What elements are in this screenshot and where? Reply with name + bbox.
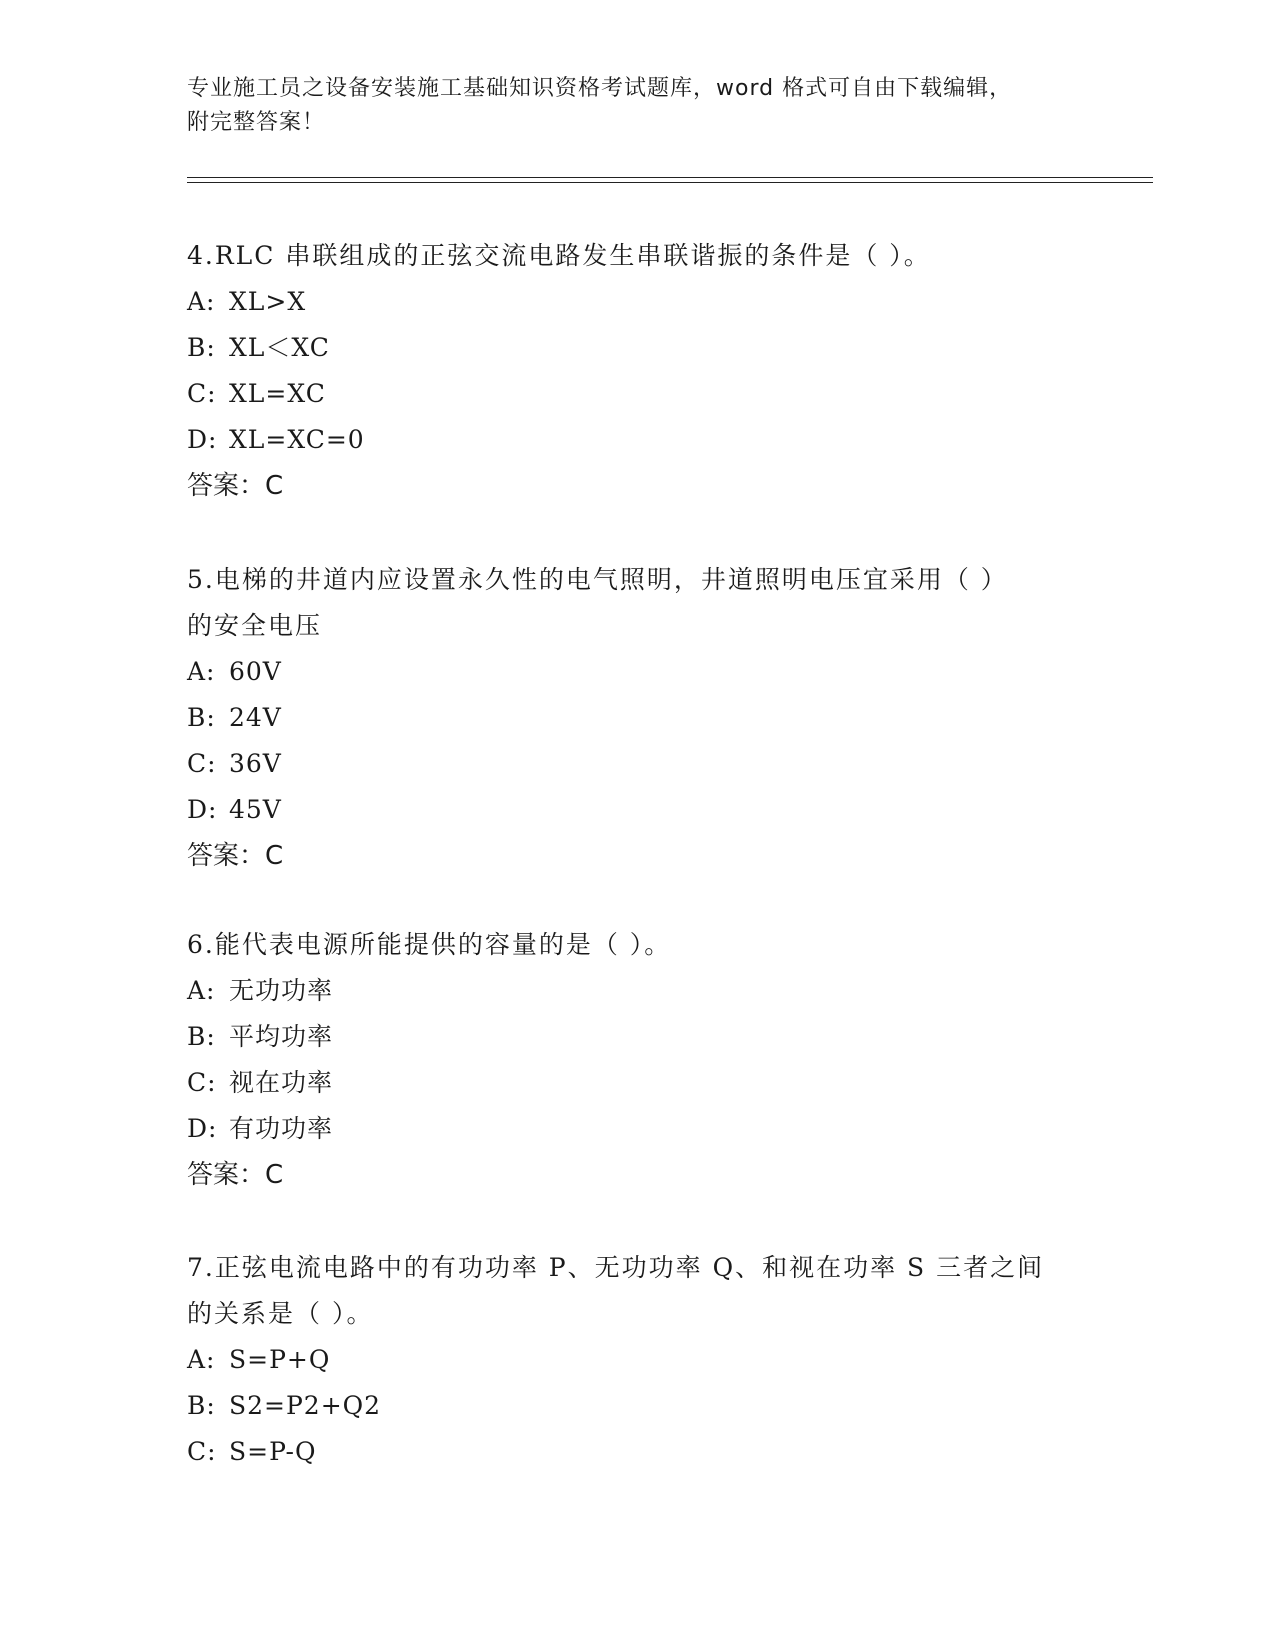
option-d xyxy=(187,787,1087,833)
option-text: XL=XC=0 xyxy=(229,425,365,454)
option-label: C: xyxy=(187,1068,217,1097)
header-divider-bottom xyxy=(187,182,1153,183)
question-stem: 6.能代表电源所能提供的容量的是（ ）。 xyxy=(187,930,672,959)
question-stem: 5.电梯的井道内应设置永久性的电气照明，井道照明电压宜采用（ ） xyxy=(187,565,1008,594)
option-a xyxy=(187,968,1087,1014)
option-label: A: xyxy=(187,976,216,1005)
option-text: 60V xyxy=(229,657,282,686)
option-text: 平均功率 xyxy=(229,1022,334,1051)
option-c xyxy=(187,1429,1087,1475)
header-line-2: 附完整答案！ xyxy=(187,110,326,135)
document-header xyxy=(187,72,1087,140)
option-text: 36V xyxy=(229,749,282,778)
question-stem-continued: 的安全电压 xyxy=(187,611,323,640)
option-text: XL>X xyxy=(229,287,307,316)
option-text: XL＜XC xyxy=(229,333,330,362)
option-text: 有功功率 xyxy=(229,1114,334,1143)
question-stem: 7.正弦电流电路中的有功功率 P、无功功率 Q、和视在功率 S 三者之间 xyxy=(187,1253,1045,1282)
answer: 答案：C xyxy=(187,1160,284,1190)
option-text: 无功功率 xyxy=(229,976,334,1005)
option-label: B: xyxy=(187,1391,216,1420)
question-stem-continued: 的关系是（ ）。 xyxy=(187,1299,374,1328)
option-label: D: xyxy=(187,1114,218,1143)
option-text: S=P+Q xyxy=(229,1345,331,1374)
option-b xyxy=(187,695,1087,741)
answer: 答案：C xyxy=(187,841,284,871)
option-a xyxy=(187,1337,1087,1383)
option-text: 45V xyxy=(229,795,282,824)
question-7 xyxy=(187,1245,1087,1475)
option-label: C: xyxy=(187,749,217,778)
option-label: B: xyxy=(187,333,216,362)
question-5 xyxy=(187,557,1087,879)
option-a xyxy=(187,279,1087,325)
header-line-1: 专业施工员之设备安装施工基础知识资格考试题库，word 格式可自由下载编辑， xyxy=(187,76,1013,101)
option-text: S=P-Q xyxy=(229,1437,317,1466)
option-label: A: xyxy=(187,657,216,686)
option-a xyxy=(187,649,1087,695)
option-d xyxy=(187,417,1087,463)
option-b xyxy=(187,1383,1087,1429)
option-text: XL=XC xyxy=(229,379,326,408)
option-c xyxy=(187,741,1087,787)
option-label: A: xyxy=(187,287,216,316)
question-6 xyxy=(187,922,1087,1198)
option-d xyxy=(187,1106,1087,1152)
option-label: D: xyxy=(187,795,218,824)
option-label: C: xyxy=(187,1437,217,1466)
option-label: B: xyxy=(187,1022,216,1051)
option-text: S2=P2+Q2 xyxy=(229,1391,382,1420)
option-label: A: xyxy=(187,1345,216,1374)
option-label: D: xyxy=(187,425,218,454)
option-text: 24V xyxy=(229,703,282,732)
option-label: B: xyxy=(187,703,216,732)
option-b xyxy=(187,325,1087,371)
option-text: 视在功率 xyxy=(229,1068,334,1097)
option-label: C: xyxy=(187,379,217,408)
header-divider-top xyxy=(187,177,1153,178)
question-stem: 4.RLC 串联组成的正弦交流电路发生串联谐振的条件是（ ）。 xyxy=(187,241,931,270)
option-c xyxy=(187,371,1087,417)
answer: 答案：C xyxy=(187,471,284,501)
option-b xyxy=(187,1014,1087,1060)
option-c xyxy=(187,1060,1087,1106)
question-4 xyxy=(187,233,1087,509)
